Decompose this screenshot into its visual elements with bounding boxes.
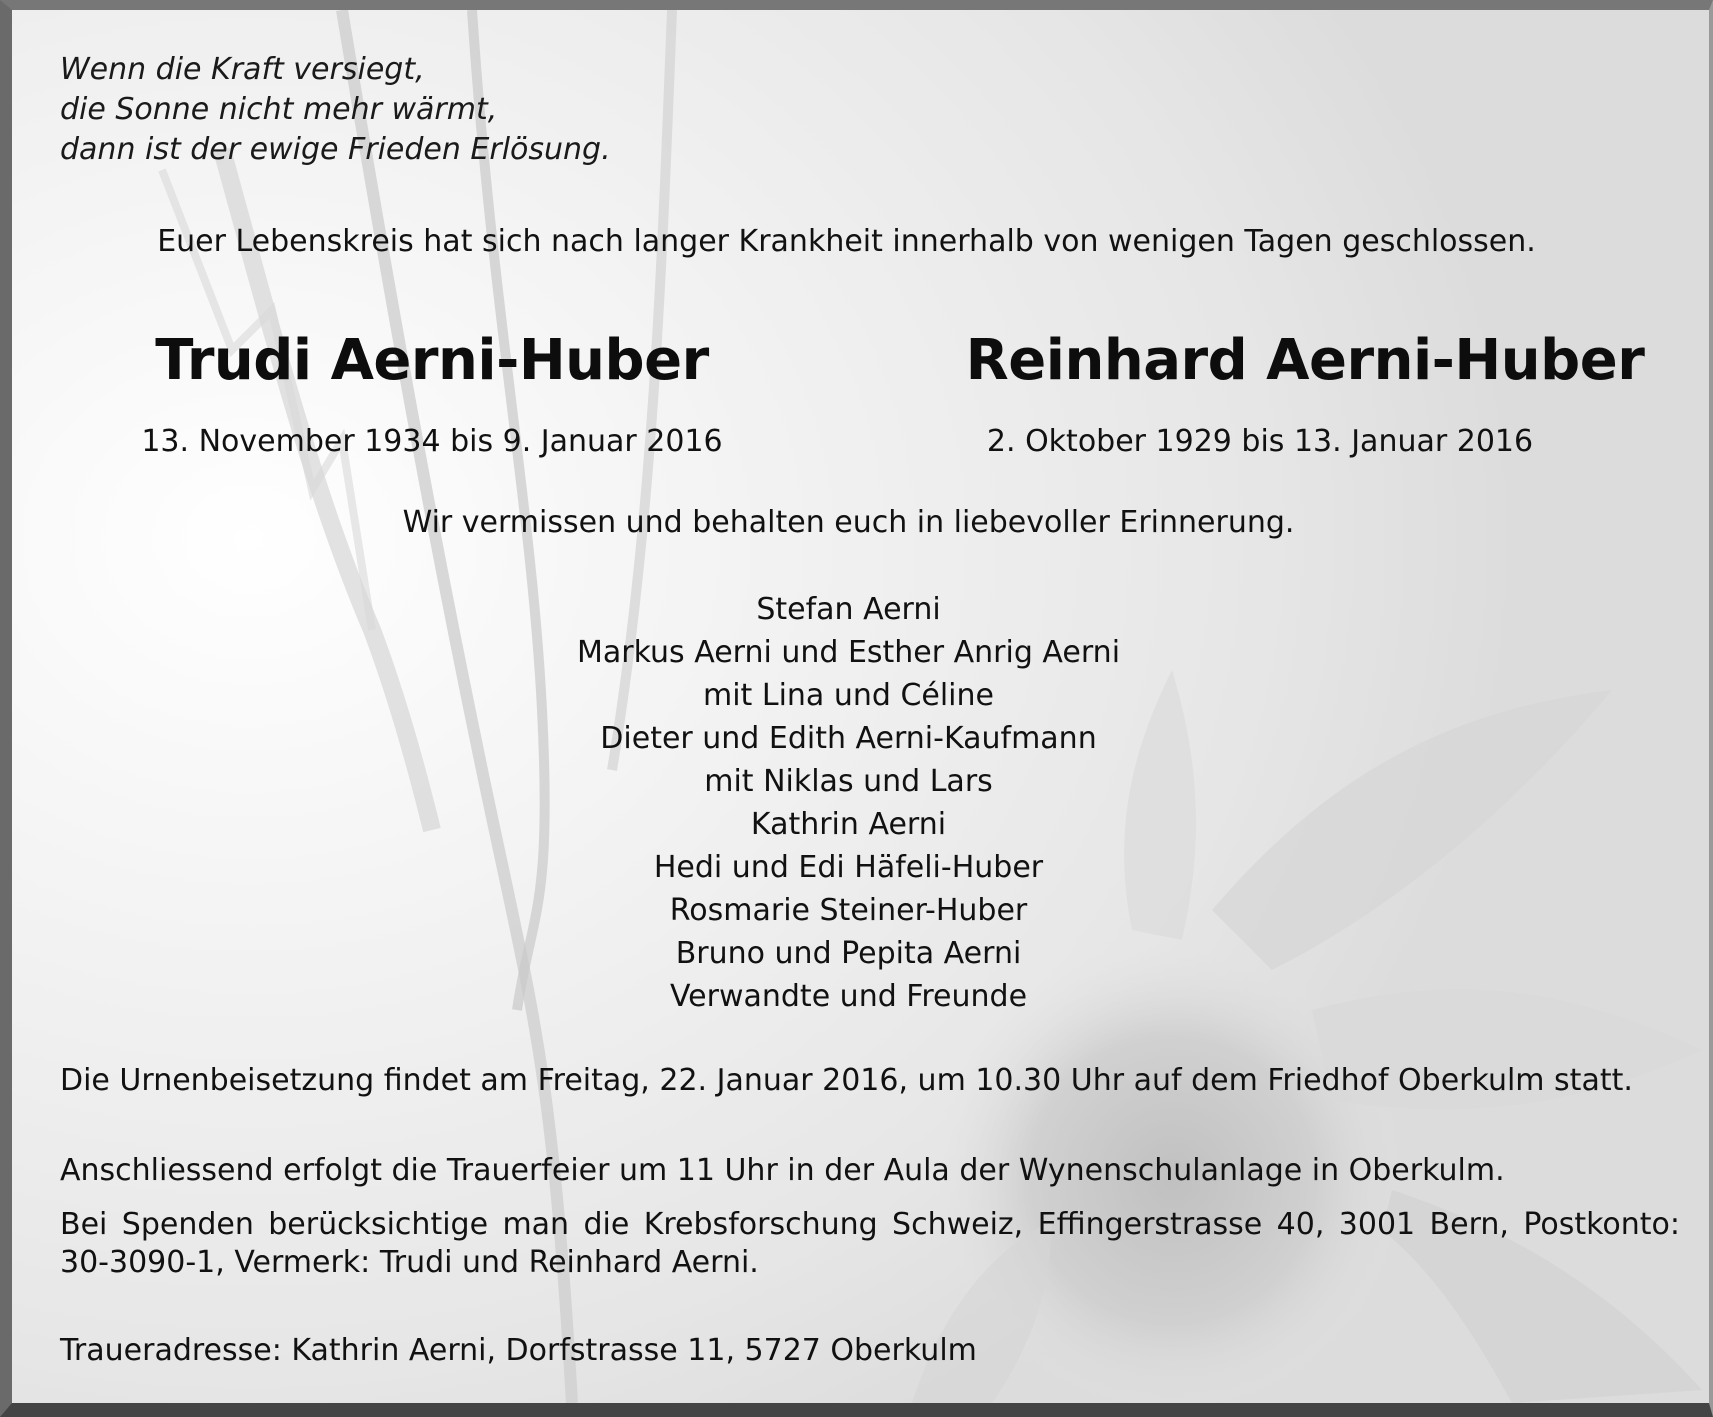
deceased-trudi [112, 326, 752, 460]
mourner-line: mit Lina und Céline [703, 678, 994, 713]
intro-text-content: Euer Lebenskreis hat sich nach langer Krankheit innerhalb von wenigen Tagen geschlossen. [157, 224, 1536, 259]
mourner-line: Kathrin Aerni [750, 807, 947, 842]
donation-info: Bei Spenden berücksichtige man die Krebsforschung Schweiz, Effingerstrasse 40, 3001 Bern, Postkonto: 30-3090-1, Vermerk: Trudi und Reinhard Aerni. [60, 1207, 1680, 1280]
mourner-line: Bruno und Pepita Aerni [675, 936, 1022, 971]
deceased-dates: 13. November 1934 bis 9. Januar 2016 [141, 424, 723, 459]
deceased-name: Reinhard Aerni-Huber [965, 328, 1645, 393]
deceased-name: Trudi Aerni-Huber [155, 328, 709, 393]
motto-verse [60, 50, 611, 170]
deceased-dates: 2. Oktober 1929 bis 13. Januar 2016 [986, 424, 1534, 459]
mourner-line: Rosmarie Steiner-Huber [669, 893, 1028, 928]
motto-line: die Sonne nicht mehr wärmt, [60, 92, 498, 127]
motto-line: Wenn die Kraft versiegt, [60, 52, 425, 87]
remembrance-text-content: Wir vermissen und behalten euch in liebevoller Erinnerung. [402, 505, 1295, 540]
mourner-line: Markus Aerni und Esther Anrig Aerni [576, 635, 1121, 670]
deceased-reinhard [910, 326, 1700, 460]
mourners-list [12, 588, 1709, 1018]
mourner-line: Verwandte und Freunde [669, 979, 1028, 1014]
intro-text [12, 224, 1709, 259]
ceremony-info: Anschliessend erfolgt die Trauerfeier um 11 Uhr in der Aula der Wynenschulanlage in Oberkulm. [60, 1153, 1505, 1188]
mourner-line: Hedi und Edi Häfeli-Huber [653, 850, 1044, 885]
mourning-address: Traueradresse: Kathrin Aerni, Dorfstrasse 11, 5727 Oberkulm [60, 1333, 977, 1368]
remembrance-text [12, 505, 1709, 540]
mourner-line: Dieter und Edith Aerni-Kaufmann [600, 721, 1097, 756]
burial-info: Die Urnenbeisetzung findet am Freitag, 22. Januar 2016, um 10.30 Uhr auf dem Friedhof Oberkulm statt. [60, 1063, 1633, 1098]
mourner-line: Stefan Aerni [756, 592, 941, 627]
motto-line: dann ist der ewige Frieden Erlösung. [60, 132, 611, 167]
mourner-line: mit Niklas und Lars [704, 764, 993, 799]
